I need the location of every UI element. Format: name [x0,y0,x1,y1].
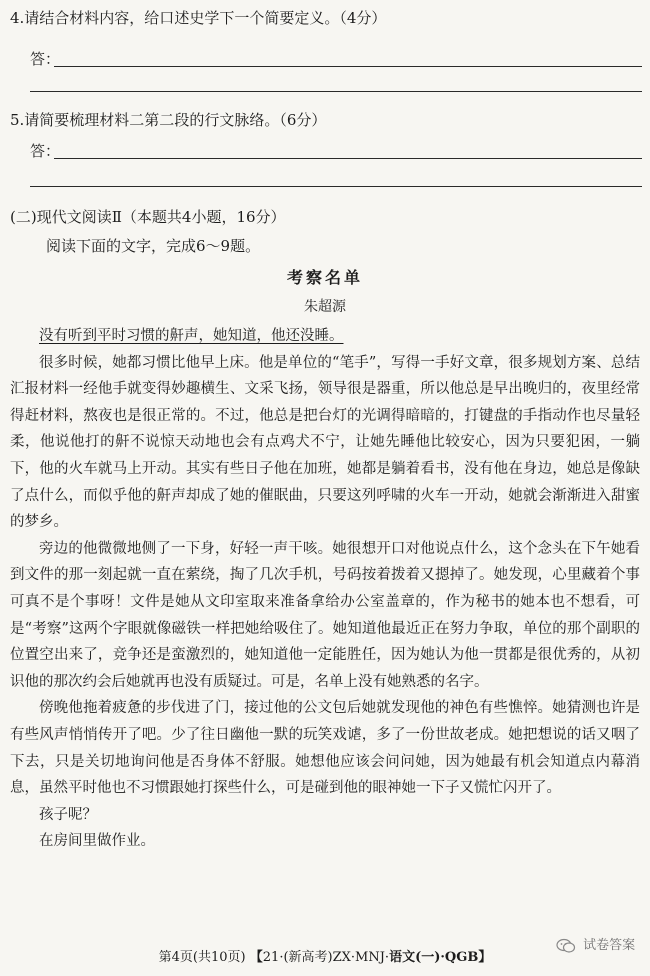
exam-code-open: 【 [249,950,263,965]
answer-line[interactable] [54,158,642,159]
exam-code: 21·(新高考)ZX·MNJ· [262,950,390,965]
watermark [556,934,635,954]
section-heading: (二)现代文阅读Ⅱ（本题共4小题，16分） [10,208,286,226]
chat-bubble-icon [556,938,576,954]
page-number: 第4页(共10页) [158,950,246,965]
answer-line[interactable] [30,91,642,92]
article-paragraph: 很多时候，她都习惯比他早上床。他是单位的“笔手”，写得一手好文章，很多规划方案、总结汇报材料一经他手就变得妙趣横生、文采飞扬，领导很是器重，所以他总是早出晚归的，夜里经常得赶材料，熬夜也是很正常的。不过，他总是把台灯的光调得暗暗的，打键盘的手指动作也尽量轻柔，他说他打的鼾不说惊天动地也会有点鸡犬不宁，让她先睡他比较安心，因为只要犯困，一躺下，他的火车就马上开动。其实有些日子他在加班，她都是躺着看书，没有他在身边，她总是像缺了点什么，而似乎他的鼾声却成了她的催眠曲，只要这列呼啸的火车一开动，她就会渐渐进入甜蜜的梦乡。 [10,354,640,531]
answer-label: 答： [30,50,61,68]
watermark-text: 试卷答案 [583,938,636,953]
question-4: 4.请结合材料内容，给口述史学下一个简要定义。（4分） [10,9,387,27]
article-paragraph: 傍晚他拖着疲惫的步伐进了门，接过他的公文包后她就发现他的神色有些憔悴。她猜测也许是有些风声悄悄传开了吧。少了往日幽他一默的玩笑戏谑，多了一份世故老成。她把想说的话又咽了下去，只是关切地询问他是否身体不舒服。她想他应该会问问她，因为她最有机会知道点内幕消息，虽然平时他也不习惯跟她打探些什么，可是碰到他的眼神她一下子又慌忙闪开了。 [10,700,640,797]
underlined-sentence: 没有听到平时习惯的鼾声，她知道，他还没睡。 [39,328,344,344]
answer-row-q5 [30,140,642,162]
article-author: 朱超源 [304,299,346,315]
article-paragraph: 在房间里做作业。 [39,833,155,850]
exam-subject-code: 语文(一)·QGB [389,950,479,965]
article-title: 考察名单 [286,268,363,287]
exam-code-close: 】 [478,950,492,965]
answer-line[interactable] [54,66,642,67]
answer-label: 答： [30,142,61,160]
page-footer [0,948,650,968]
article-paragraph: 孩子呢？ [39,806,97,823]
article-paragraph: 旁边的他微微地侧了一下身，好轻一声干咳。她很想开口对他说点什么，这个念头在下午她看到文件的那一刻起就一直在萦绕，掏了几次手机，号码按着拨着又摁掉了。她发现，心里藏着个事可真不是个事呀！文件是她从文印室取来准备拿给办公室盖章的，作为秘书的她本也不想看，可是“考察”这两个字眼就像磁铁一样把她给吸住了。她知道他最近正在努力争取，单位的那个副职的位置空出来了，竞争还是蛮激烈的，她知道他一定能胜任，因为她认为他一贯都是很优秀的，从初识他的那次约会后她就再也没有质疑过。可是，名单上没有她熟悉的名字。 [10,540,640,690]
section-instruction: 阅读下面的文字，完成6～9题。 [46,237,261,255]
question-5: 5.请简要梳理材料二第二段的行文脉络。（6分） [10,111,327,129]
article-paragraph [10,323,640,350]
article-body [10,323,640,855]
answer-line[interactable] [30,186,642,187]
answer-row-q4 [30,48,642,70]
